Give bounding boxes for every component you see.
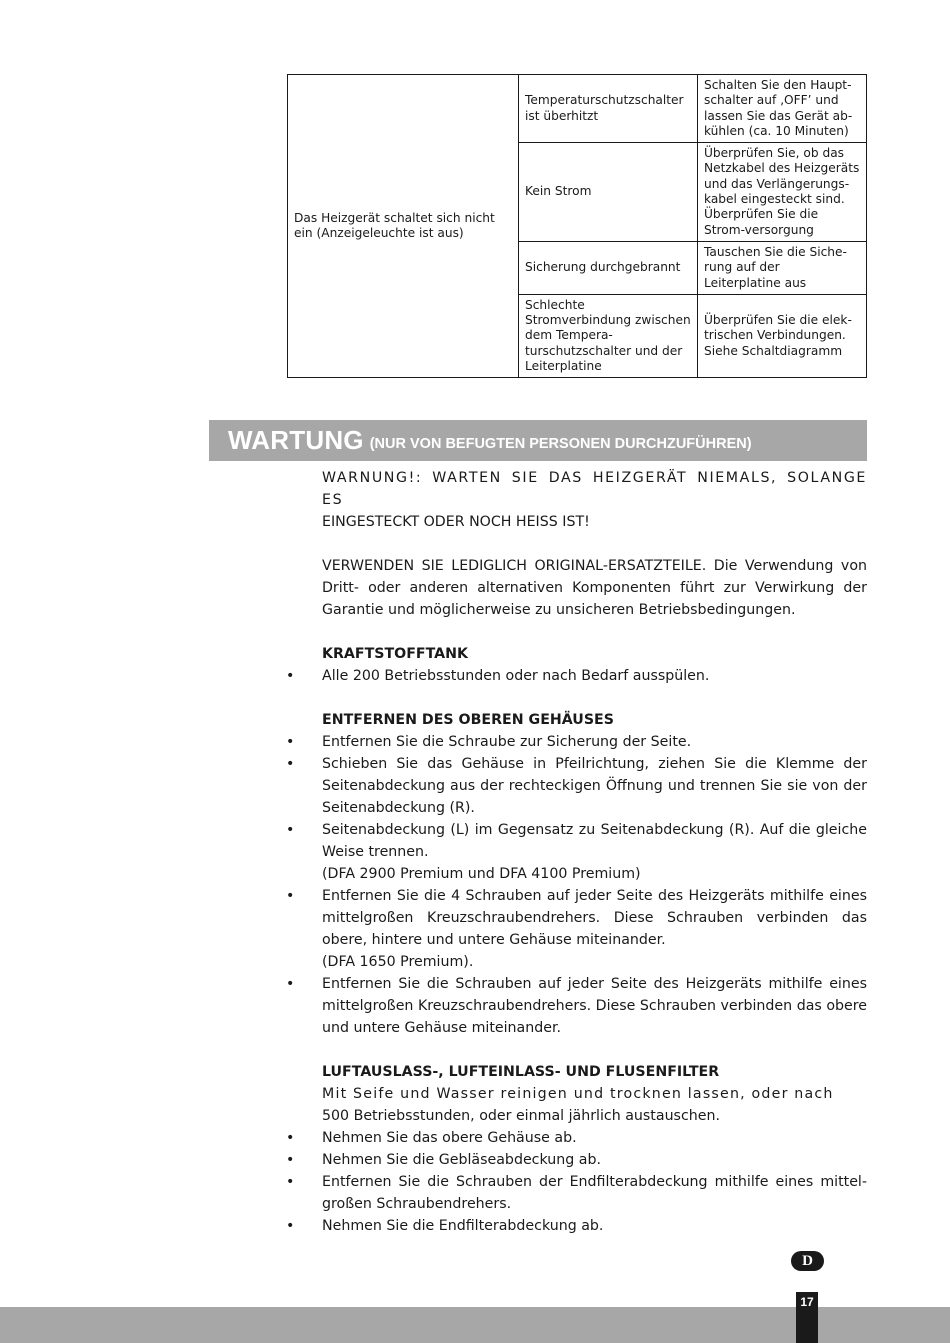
- list-item-text: Entfernen Sie die Schraube zur Sicherung der Seite.: [322, 734, 692, 750]
- problem-cell: Das Heizgerät schaltet sich nicht ein (Anzeigeleuchte ist aus): [288, 75, 519, 378]
- list-item-text: Entfernen Sie die 4 Schrauben auf jeder Seite des Heizgeräts mithilfe eines mittelgroßen Kreuzschraubendrehers. Diese Schrauben verbinden das obere, hintere und untere Gehäuse miteinander.: [322, 888, 867, 948]
- spare-parts-note: VERWENDEN SIE LEDIGLICH ORIGINAL-ERSATZTEILE. Die Verwendung von Dritt- oder anderen alternativen Komponenten führt zur Verwirkung der Garantie und möglicherweise zu unsicheren Betriebsbedingungen.: [322, 558, 867, 618]
- language-badge: D: [791, 1251, 824, 1271]
- list-item-text: Alle 200 Betriebsstunden oder nach Bedarf ausspülen.: [322, 668, 710, 684]
- remedy-cell: Überprüfen Sie die elek-trischen Verbindungen. Siehe Schaltdiagramm: [698, 294, 867, 377]
- filters-list: [286, 1127, 867, 1237]
- list-item-text: Entfernen Sie die Schrauben der Endfilterabdeckung mithilfe eines mittel-großen Schraubendrehers.: [322, 1174, 867, 1212]
- list-item: [286, 665, 867, 687]
- table-row: [288, 75, 867, 143]
- section-header: [209, 420, 867, 461]
- warning-text: [322, 467, 867, 533]
- section-subtitle: (NUR VON BEFUGTEN PERSONEN DURCHZUFÜHREN): [369, 435, 752, 452]
- list-item: [286, 1149, 867, 1171]
- section-title: WARTUNG: [228, 425, 364, 455]
- list-item-text: Entfernen Sie die Schrauben auf jeder Seite des Heizgeräts mithilfe eines mittelgroßen Kreuzschraubendrehers. Diese Schrauben verbinden das obere und untere Gehäuse miteinander.: [322, 976, 867, 1036]
- upper-housing-heading: ENTFERNEN DES OBEREN GEHÄUSES: [322, 712, 614, 728]
- list-item-text: Nehmen Sie das obere Gehäuse ab.: [322, 1130, 577, 1146]
- page-number: 17: [796, 1292, 818, 1343]
- list-item: [286, 753, 867, 819]
- maintenance-content: [286, 467, 867, 1237]
- bullet-icon: •: [286, 888, 295, 904]
- list-item-text: Schieben Sie das Gehäuse in Pfeilrichtung, ziehen Sie die Klemme der Seitenabdeckung aus der rechteckigen Öffnung und trennen Sie sie von der Seitenabdeckung (R).: [322, 756, 867, 816]
- list-item: [286, 885, 867, 973]
- bullet-icon: •: [286, 1174, 295, 1190]
- upper-housing-list: [286, 731, 867, 1039]
- list-item: [286, 1215, 867, 1237]
- cause-cell: Schlechte Stromverbindung zwischen dem Tempera-turschutzschalter und der Leiterplatine: [519, 294, 698, 377]
- fuel-tank-list: [286, 665, 867, 687]
- remedy-cell: Überprüfen Sie, ob das Netzkabel des Heizgeräts und das Verlängerungs-kabel eingesteckt sind. Überprüfen Sie die Strom-versorgung: [698, 143, 867, 242]
- list-item-text: Seitenabdeckung (L) im Gegensatz zu Seitenabdeckung (R). Auf die gleiche Weise trennen.: [322, 822, 867, 860]
- warning-line: EINGESTECKT ODER NOCH HEISS IST!: [322, 514, 590, 530]
- bullet-icon: •: [286, 1218, 295, 1234]
- list-item: [286, 731, 867, 753]
- list-item: [286, 973, 867, 1039]
- filters-intro-line: Mit Seife und Wasser reinigen und trocknen lassen, oder nach: [322, 1086, 834, 1102]
- list-item-text: Nehmen Sie die Gebläseabdeckung ab.: [322, 1152, 601, 1168]
- cause-cell: Temperaturschutzschalter ist überhitzt: [519, 75, 698, 143]
- list-item: [286, 819, 867, 885]
- filters-intro-line: 500 Betriebsstunden, oder einmal jährlich austauschen.: [322, 1108, 720, 1124]
- bullet-icon: •: [286, 976, 295, 992]
- fuel-tank-heading: KRAFTSTOFFTANK: [322, 646, 469, 662]
- filters-heading: LUFTAUSLASS-, LUFTEINLASS- UND FLUSENFILTER: [322, 1064, 720, 1080]
- warning-line: WARNUNG!: WARTEN SIE DAS HEIZGERÄT NIEMALS, SOLANGE ES: [322, 470, 867, 508]
- cause-cell: Kein Strom: [519, 143, 698, 242]
- model-note: (DFA 1650 Premium).: [322, 954, 474, 970]
- bullet-icon: •: [286, 822, 295, 838]
- bullet-icon: •: [286, 1152, 295, 1168]
- remedy-cell: Schalten Sie den Haupt-schalter auf ‚OFF’ und lassen Sie das Gerät ab-kühlen (ca. 10 Minuten): [698, 75, 867, 143]
- bullet-icon: •: [286, 668, 295, 684]
- list-item-text: Nehmen Sie die Endfilterabdeckung ab.: [322, 1218, 604, 1234]
- list-item: [286, 1127, 867, 1149]
- remedy-cell: Tauschen Sie die Siche-rung auf der Leiterplatine aus: [698, 241, 867, 294]
- cause-cell: Sicherung durchgebrannt: [519, 241, 698, 294]
- troubleshooting-table: [287, 74, 867, 378]
- filters-intro: [322, 1083, 867, 1127]
- list-item: [286, 1171, 867, 1215]
- bullet-icon: •: [286, 734, 295, 750]
- bullet-icon: •: [286, 756, 295, 772]
- model-note: (DFA 2900 Premium und DFA 4100 Premium): [322, 866, 641, 882]
- bullet-icon: •: [286, 1130, 295, 1146]
